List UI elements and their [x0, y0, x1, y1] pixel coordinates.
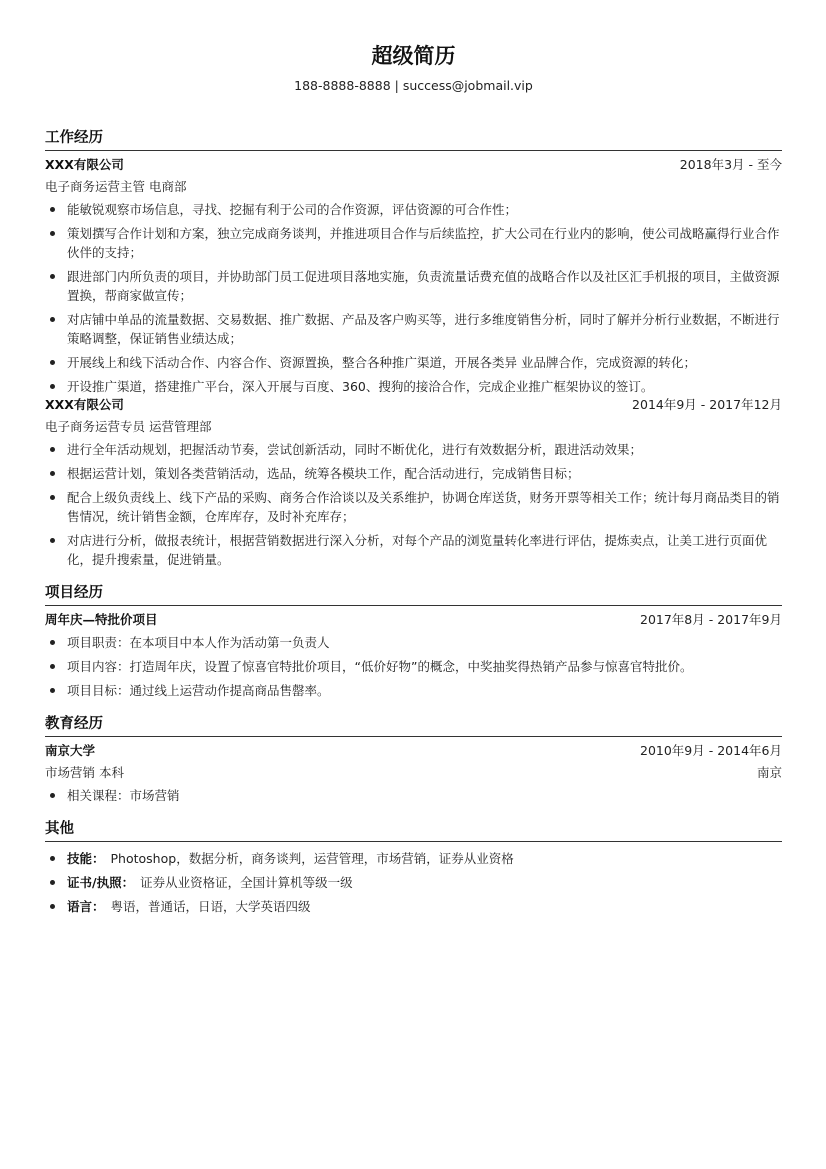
- languages-value: 粤语，普通话，日语，大学英语四级: [110, 899, 311, 914]
- certificates-item: [45, 873, 782, 892]
- project-date: 2017年8月 - 2017年9月: [640, 612, 782, 627]
- list-item: 开设推广渠道，搭建推广平台，深入开展与百度、360、搜狗的接洽合作，完成企业推广框架协议的签订。: [45, 377, 782, 396]
- section-title-education: 教育经历: [45, 714, 782, 737]
- section-title-projects: 项目经历: [45, 583, 782, 606]
- list-item: 项目内容：打造周年庆，设置了惊喜官特批价项目，“低价好物”的概念，中奖抽奖得热销产品参与惊喜官特批价。: [45, 657, 782, 676]
- work-entry: [45, 157, 782, 396]
- company-name: XXX有限公司: [45, 397, 124, 412]
- list-item: 进行全年活动规划，把握活动节奏，尝试创新活动，同时不断优化，进行有效数据分析，跟进活动效果；: [45, 440, 782, 459]
- list-item: 配合上级负责线上、线下产品的采购、商务合作洽谈以及关系维护，协调仓库送货，财务开票等相关工作；统计每月商品类目的销售情况，统计销售金额，仓库库存，及时补充库存；: [45, 488, 782, 526]
- major-degree: 市场营销 本科: [45, 765, 124, 780]
- responsibility-list: [45, 200, 782, 396]
- list-item: 根据运营计划，策划各类营销活动，选品，统筹各模块工作，配合活动进行，完成销售目标；: [45, 464, 782, 483]
- project-name: 周年庆—特批价项目: [45, 612, 158, 627]
- languages-label: 语言：: [67, 899, 105, 914]
- school-name: 南京大学: [45, 743, 96, 758]
- project-entry: [45, 612, 782, 700]
- list-item: 项目目标：通过线上运营动作提高商品售罄率。: [45, 681, 782, 700]
- employment-date: 2018年3月 - 至今: [679, 157, 782, 172]
- list-item: 策划撰写合作计划和方案，独立完成商务谈判，并推进项目合作与后续监控，扩大公司在行业内的影响，使公司战略赢得行业合作伙伴的支持；: [45, 224, 782, 262]
- employment-date: 2014年9月 - 2017年12月: [632, 397, 782, 412]
- work-section: [45, 128, 782, 569]
- education-entry: [45, 743, 782, 805]
- job-role: 电子商务运营专员 运营管理部: [45, 419, 212, 434]
- education-section: [45, 714, 782, 805]
- skills-label: 技能：: [67, 851, 105, 866]
- project-detail-list: [45, 633, 782, 700]
- projects-section: [45, 583, 782, 700]
- list-item: 项目职责：在本项目中本人作为活动第一负责人: [45, 633, 782, 652]
- certificates-value: 证券从业资格证，全国计算机等级一级: [140, 875, 353, 890]
- responsibility-list: [45, 440, 782, 569]
- section-title-work: 工作经历: [45, 128, 782, 151]
- education-date: 2010年9月 - 2014年6月: [640, 743, 782, 758]
- list-item: 相关课程：市场营销: [45, 786, 782, 805]
- other-section: [45, 819, 782, 916]
- candidate-name: 超级简历: [371, 44, 456, 68]
- contact-info: 188-8888-8888 | success@jobmail.vip: [294, 78, 533, 93]
- company-name: XXX有限公司: [45, 157, 124, 172]
- section-title-other: 其他: [45, 819, 782, 842]
- list-item: 对店进行分析，做报表统计，根据营销数据进行深入分析，对每个产品的浏览量转化率进行评估，提炼卖点，让美工进行页面优化，提升搜索量，促进销量。: [45, 531, 782, 569]
- resume-header: [45, 0, 782, 94]
- job-role: 电子商务运营主管 电商部: [45, 179, 187, 194]
- school-location: 南京: [756, 765, 782, 780]
- list-item: 能敏锐观察市场信息，寻找、挖掘有利于公司的合作资源，评估资源的可合作性；: [45, 200, 782, 219]
- certificates-label: 证书/执照：: [67, 875, 135, 890]
- course-list: [45, 786, 782, 805]
- work-entry: [45, 397, 782, 569]
- list-item: 跟进部门内所负责的项目，并协助部门员工促进项目落地实施，负责流量话费充值的战略合作以及社区汇手机报的项目，主做资源置换，帮商家做宣传；: [45, 267, 782, 305]
- list-item: 开展线上和线下活动合作、内容合作、资源置换，整合各种推广渠道，开展各类异 业品牌合作，完成资源的转化；: [45, 353, 782, 372]
- languages-item: [45, 897, 782, 916]
- list-item: 对店铺中单品的流量数据、交易数据、推广数据、产品及客户购买等，进行多维度销售分析，同时了解并分析行业数据，不断进行策略调整，保证销售业绩达成；: [45, 310, 782, 348]
- skills-value: Photoshop，数据分析，商务谈判，运营管理，市场营销，证券从业资格: [110, 851, 514, 866]
- other-list: [45, 849, 782, 916]
- skills-item: [45, 849, 782, 868]
